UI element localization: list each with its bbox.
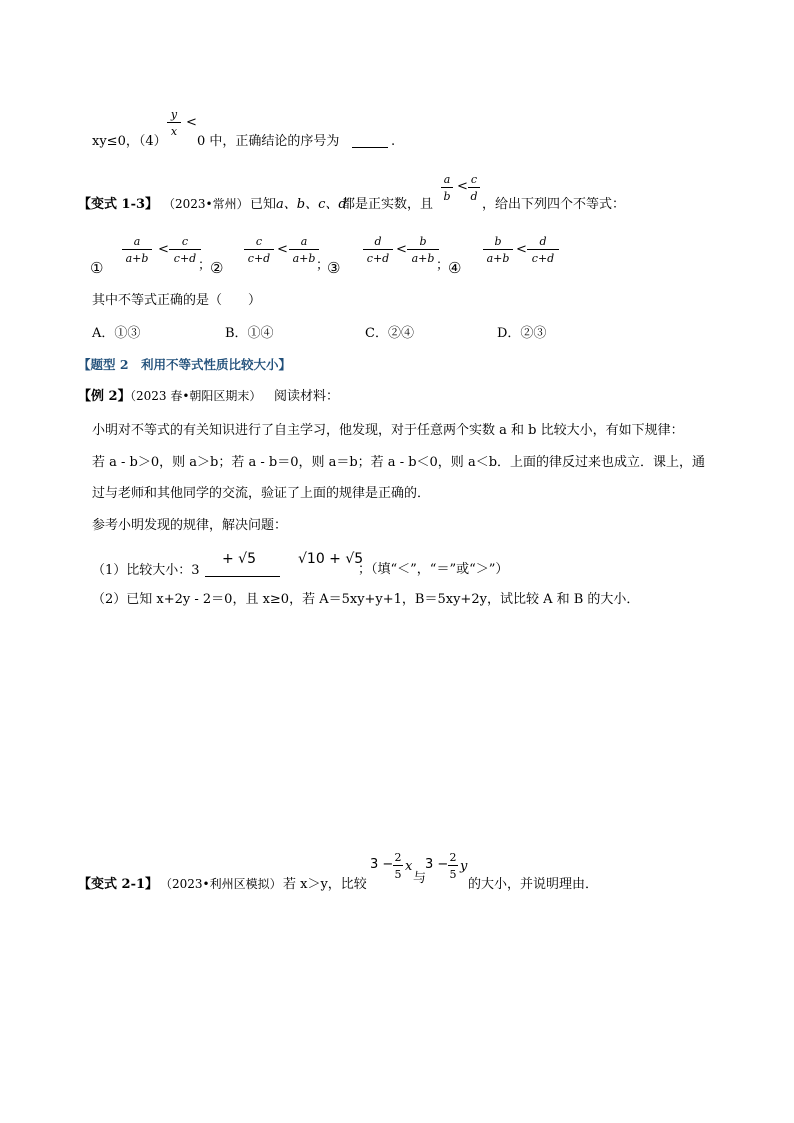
frac-bar — [527, 249, 559, 250]
inequality-4-right-fraction — [527, 236, 559, 264]
frac-num: 2 — [449, 851, 457, 864]
frac-den: c+d — [247, 252, 271, 265]
example-2-para3: 过与老师和其他同学的交流，验证了上面的规律是正确的． — [92, 486, 431, 501]
frac-den: a+b — [411, 252, 435, 265]
variant-2-1-tag: 【变式 2-1】 — [78, 877, 159, 892]
frac-den: a+b — [292, 252, 316, 265]
inequality-4-lt: < — [516, 242, 527, 257]
example-2-q1-suffix: ；（填“＜”，“＝”或“＞”） — [358, 562, 509, 577]
example-2-q1-prefix: （1）比较大小：3 — [92, 563, 200, 578]
example-2-q1-expr1: + √5 — [222, 551, 257, 567]
expr1-var: x — [405, 859, 413, 874]
cond-den-2: d — [470, 190, 478, 203]
variant-2-1-text1: 若 x＞y，比较 — [283, 877, 367, 892]
frac-bar — [363, 249, 393, 250]
expr2-fraction — [448, 852, 458, 880]
top-line-lt: < — [186, 115, 197, 130]
option-d[interactable]: D．②③ — [497, 326, 547, 341]
section-2-title: 【题型 2 利用不等式性质比较大小】 — [78, 357, 292, 372]
frac-den: 5 — [394, 868, 402, 881]
variant-2-1-source: （2023•利州区模拟） — [160, 877, 282, 891]
expr1-fraction — [393, 852, 403, 880]
frac-bar — [289, 249, 319, 250]
frac-bar — [122, 249, 152, 250]
frac-num: d — [539, 235, 547, 248]
example-2-q2: （2）已知 x+2y - 2＝0，且 x≥0，若 A＝5xy+y+1，B＝5xy+2y，试比较 A 和 B 的大小． — [92, 592, 640, 607]
condition-fraction-2 — [468, 174, 480, 202]
variant-2-1-conj: 与 — [413, 871, 427, 886]
inequality-2-lt: < — [277, 242, 288, 257]
frac-num: a — [300, 235, 308, 248]
example-2-tag: 【例 2】 — [78, 389, 131, 404]
inequality-1-left-fraction — [122, 236, 152, 264]
inequality-1-marker[interactable]: ① — [90, 259, 104, 277]
frac-num: d — [374, 235, 382, 248]
variant-1-3-vars: a、b、c、d — [276, 197, 347, 212]
inequality-2-marker[interactable]: ② — [210, 259, 224, 277]
frac-bar — [407, 249, 439, 250]
frac-bar — [393, 865, 403, 866]
inequality-4-marker[interactable]: ④ — [448, 259, 462, 277]
variant-1-3-text3: ，给出下列四个不等式： — [482, 197, 626, 212]
option-c[interactable]: C．②④ — [365, 326, 414, 341]
example-2-para4: 参考小明发现的规律，解决问题： — [92, 518, 288, 533]
top-line-prefix: xy≤0，（4） — [92, 134, 167, 149]
top-line-fraction — [167, 109, 181, 137]
frac-bar — [441, 187, 453, 188]
frac-num: b — [419, 235, 427, 248]
inequality-4-left-fraction — [483, 236, 513, 264]
inequality-3-sep: ； — [436, 258, 450, 273]
frac-den: c+d — [531, 252, 555, 265]
frac-num: a — [133, 235, 141, 248]
option-b[interactable]: B．①④ — [225, 326, 274, 341]
inequality-1-lt: < — [158, 242, 169, 257]
variant-1-3-question: 其中不等式正确的是（ ） — [92, 293, 262, 308]
inequality-2-right-fraction — [289, 236, 319, 264]
frac-den: 5 — [449, 868, 457, 881]
inequality-3-marker[interactable]: ③ — [327, 259, 341, 277]
cond-den-1: b — [443, 190, 451, 203]
frac-den: a+b — [125, 252, 149, 265]
frac-bar — [483, 249, 513, 250]
top-line-frac-den: x — [170, 125, 178, 138]
condition-lt: < — [457, 179, 468, 194]
example-2-q1-expr2: √10 + √5 — [298, 551, 364, 567]
frac-bar — [244, 249, 274, 250]
variant-1-3-source: （2023•常州） — [163, 197, 249, 211]
cond-num-2: c — [470, 173, 478, 186]
variant-1-3-tag: 【变式 1-3】 — [78, 197, 159, 212]
inequality-3-left-fraction — [363, 236, 393, 264]
frac-bar — [448, 865, 458, 866]
example-2-source: （2023 春•朝阳区期末） — [124, 389, 262, 403]
frac-num: c — [255, 235, 263, 248]
inequality-1-right-fraction — [169, 236, 201, 264]
inequality-2-left-fraction — [244, 236, 274, 264]
frac-den: a+b — [486, 252, 510, 265]
example-2-para2: 若 a - b＞0，则 a＞b；若 a - b＝0，则 a＝b；若 a - b＜0，则 a＜b．上面的律反过来也成立．课上，通 — [92, 455, 706, 470]
top-line-frac-num: y — [170, 108, 178, 121]
variant-2-1-text2: 的大小，并说明理由． — [468, 877, 599, 892]
inequality-2-sep: ； — [316, 258, 330, 273]
expr2-var: y — [460, 859, 468, 874]
frac-num: 2 — [394, 851, 402, 864]
expr1-pre: 3 − — [370, 857, 394, 872]
inequality-3-right-fraction — [407, 236, 439, 264]
variant-1-3-text2: 都是正实数，且 — [342, 197, 434, 212]
frac-bar — [169, 249, 201, 250]
top-line-end: . — [391, 134, 396, 149]
frac-den: c+d — [173, 252, 197, 265]
inequality-1-sep: ； — [198, 258, 212, 273]
variant-1-3-text1: 已知 — [250, 197, 277, 212]
frac-bar — [468, 187, 480, 188]
frac-den: c+d — [366, 252, 390, 265]
expr2-pre: 3 − — [425, 857, 449, 872]
frac-bar — [167, 122, 181, 123]
example-2-para1: 小明对不等式的有关知识进行了自主学习，他发现，对于任意两个实数 a 和 b 比较大小，有如下规律： — [92, 423, 684, 438]
inequality-3-lt: < — [396, 242, 407, 257]
answer-blank[interactable] — [352, 135, 388, 148]
example-2-lead: 阅读材料： — [274, 389, 340, 404]
option-a[interactable]: A．①③ — [92, 326, 141, 341]
cond-num-1: a — [443, 173, 451, 186]
frac-num: b — [494, 235, 502, 248]
condition-fraction-1 — [441, 174, 453, 202]
top-line-suffix: 0 中，正确结论的序号为 — [197, 134, 340, 149]
frac-num: c — [181, 235, 189, 248]
